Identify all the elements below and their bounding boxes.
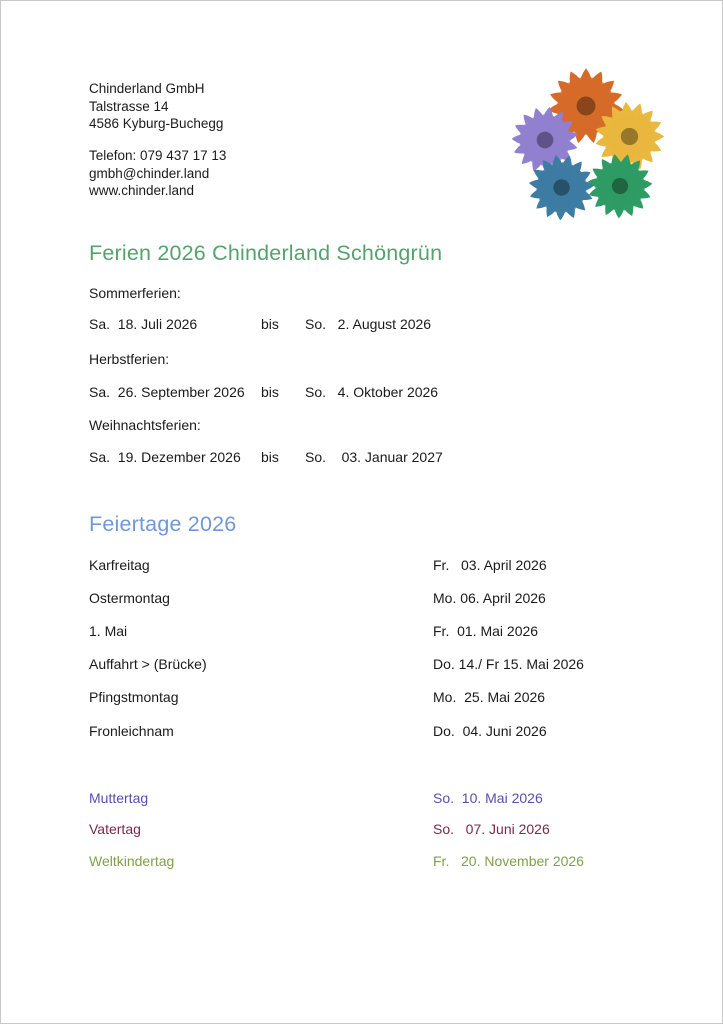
feiertag-date: Do. 14./ Fr 15. Mai 2026 [433,656,584,672]
feiertag-date: Mo. 06. April 2026 [433,590,546,606]
contact-block [89,147,226,200]
feiertag-row-vatertag [89,821,550,837]
feiertag-row-ostermontag [89,590,546,606]
sommerferien-bis: bis [261,316,279,332]
feiertag-date: Fr. 01. Mai 2026 [433,623,539,639]
sommerferien-label: Sommerferien: [89,285,181,301]
herbstferien-label: Herbstferien: [89,351,170,367]
feiertag-label: Pfingstmontag [89,689,179,705]
website-url: www.chinder.land [89,183,195,198]
weihnachtsferien-from: Sa. 19. Dezember 2026 [89,449,241,465]
flower-icon-green [578,144,661,227]
logo-flowers [501,61,681,231]
sommerferien-to: So. 2. August 2026 [305,316,432,332]
feiertag-date: Fr. 03. April 2026 [433,557,547,573]
feiertag-date: Mo. 25. Mai 2026 [433,689,546,705]
feiertag-label: Ostermontag [89,590,170,606]
feiertag-row-1-mai [89,623,538,639]
feiertag-label: 1. Mai [89,623,128,639]
weihnachtsferien-label: Weihnachtsferien: [89,417,201,433]
feiertag-date: So. 07. Juni 2026 [433,821,550,837]
sommerferien-from: Sa. 18. Juli 2026 [89,316,198,332]
feiertag-label: Karfreitag [89,557,150,573]
herbstferien-dates [89,384,438,400]
weihnachtsferien-dates [89,449,443,465]
feiertag-date: Fr. 20. November 2026 [433,853,584,869]
company-name: Chinderland GmbH [89,81,205,96]
herbstferien-to: So. 4. Oktober 2026 [305,384,439,400]
feiertag-label: Fronleichnam [89,723,174,739]
weihnachtsferien-to: So. 03. Januar 2027 [305,449,443,465]
feiertag-row-weltkindertag [89,853,584,869]
feiertag-label: Muttertag [89,790,149,806]
feiertag-row-karfreitag [89,557,547,573]
email-address: gmbh@chinder.land [89,165,210,181]
sender-address-block [89,80,223,133]
ferien-title: Ferien 2026 Chinderland Schöngrün [89,241,443,265]
feiertag-label: Auffahrt > (Brücke) [89,656,207,672]
feiertag-row-pfingstmontag [89,689,545,705]
city-address: 4586 Kyburg-Buchegg [89,116,224,131]
feiertag-row-fronleichnam [89,723,547,739]
feiertag-label: Vatertag [89,821,141,837]
feiertag-date: So. 10. Mai 2026 [433,790,543,806]
herbstferien-bis: bis [261,384,279,400]
sommerferien-dates [89,316,431,332]
feiertag-row-auffahrt [89,656,584,672]
street-address: Talstrasse 14 [89,98,169,114]
herbstferien-from: Sa. 26. September 2026 [89,384,245,400]
feiertage-title: Feiertage 2026 [89,512,237,536]
weihnachtsferien-bis: bis [261,449,279,465]
feiertag-row-muttertag [89,790,543,806]
phone-number: Telefon: 079 437 17 13 [89,148,227,163]
feiertag-label: Weltkindertag [89,853,175,869]
feiertag-date: Do. 04. Juni 2026 [433,723,547,739]
